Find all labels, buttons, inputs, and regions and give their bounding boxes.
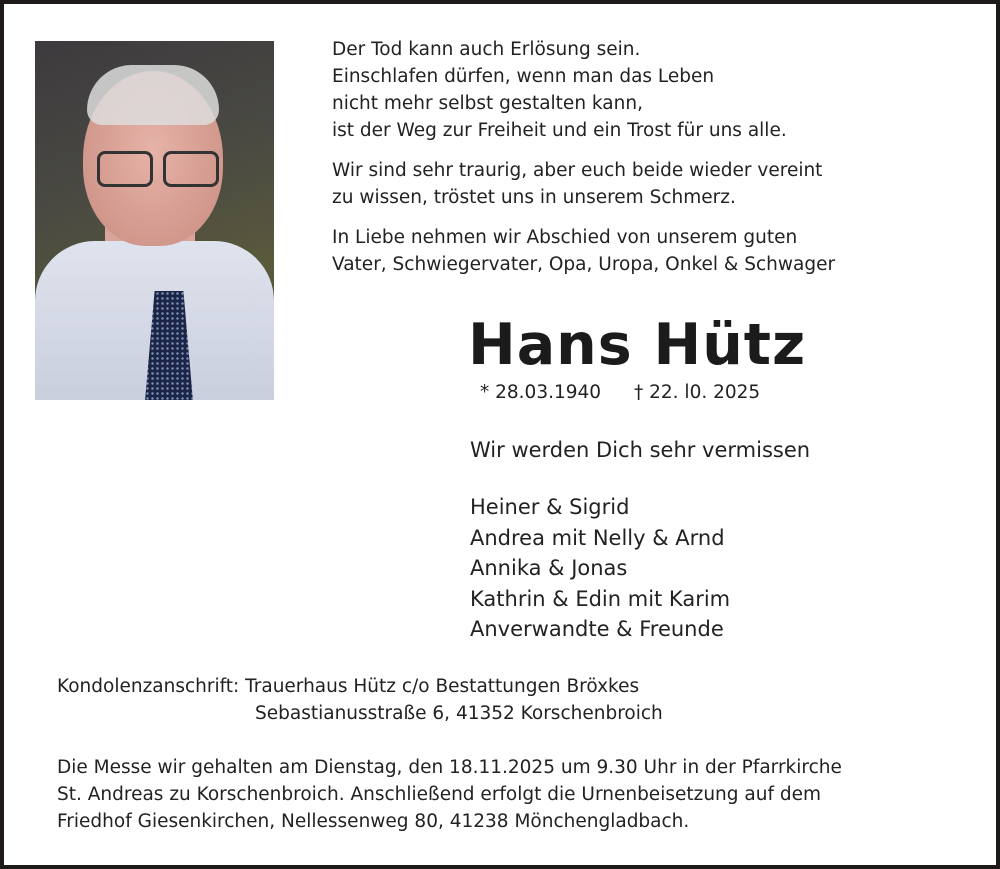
poem-stanza-3	[332, 224, 835, 278]
family-member: Andrea mit Nelly & Arnd	[470, 525, 725, 550]
family-member: Kathrin & Edin mit Karim	[470, 586, 731, 611]
farewell-line: Wir werden Dich sehr vermissen	[470, 438, 811, 462]
family-member: Annika & Jonas	[470, 556, 628, 580]
family-member: Anverwandte & Freunde	[470, 617, 724, 641]
condolence-line-2: Sebastianusstraße 6, 41352 Korschenbroich	[255, 703, 663, 724]
service-info	[57, 754, 842, 835]
poem-line: Einschlafen dürfen, wenn man das Leben	[332, 66, 715, 87]
poem-line: ist der Weg zur Freiheit und ein Trost für uns alle.	[332, 120, 787, 141]
birth-date: * 28.03.1940	[480, 382, 602, 403]
poem-line: Wir sind sehr traurig, aber euch beide wieder vereint	[332, 160, 823, 181]
death-date: † 22. l0. 2025	[634, 382, 761, 403]
condolence-address	[57, 673, 663, 727]
portrait-photo	[35, 41, 274, 400]
poem-line: Der Tod kann auch Erlösung sein.	[332, 39, 641, 60]
poem-stanza-2	[332, 157, 835, 211]
service-line: St. Andreas zu Korschenbroich. Anschließend erfolgt die Urnenbeisetzung auf dem	[57, 784, 821, 805]
poem	[332, 36, 835, 291]
deceased-name: Hans Hütz	[468, 312, 807, 378]
family-member: Heiner & Sigrid	[470, 495, 630, 519]
poem-line: nicht mehr selbst gestalten kann,	[332, 93, 643, 114]
service-line: Friedhof Giesenkirchen, Nellessenweg 80, 41238 Mönchengladbach.	[57, 811, 690, 832]
condolence-line-1: Kondolenzanschrift: Trauerhaus Hütz c/o Bestattungen Bröxkes	[57, 676, 640, 697]
poem-stanza-1	[332, 36, 835, 144]
poem-line: zu wissen, tröstet uns in unserem Schmerz.	[332, 187, 736, 208]
poem-line: In Liebe nehmen wir Abschied von unserem guten	[332, 227, 798, 248]
service-line: Die Messe wir gehalten am Dienstag, den 18.11.2025 um 9.30 Uhr in der Pfarrkirche	[57, 757, 842, 778]
poem-line: Vater, Schwiegervater, Opa, Uropa, Onkel & Schwager	[332, 254, 836, 275]
family-list	[470, 492, 730, 645]
